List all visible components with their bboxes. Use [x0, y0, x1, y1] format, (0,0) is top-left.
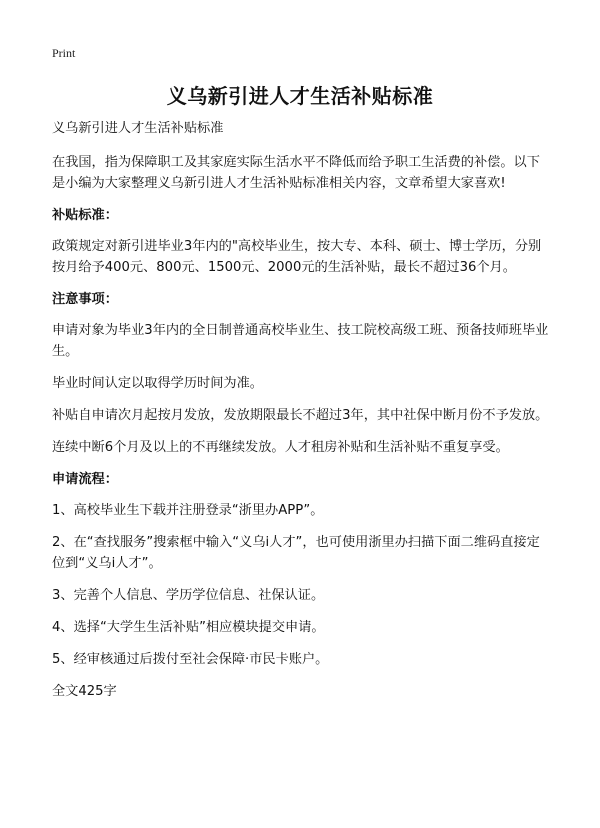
article-body — [52, 118, 552, 713]
paragraph: 毕业时间认定以取得学历时间为准。 — [52, 376, 263, 391]
list-item: 5、经审核通过后拨付至社会保障·市民卡账户。 — [52, 652, 329, 667]
list-item: 2、在“查找服务”搜索框中输入“义乌i人才”，也可使用浙里办扫描下面二维码直接定位到“义乌i人才”。 — [52, 535, 540, 571]
list-item: 4、选择“大学生生活补贴”相应模块提交申请。 — [52, 620, 325, 635]
intro-paragraph: 在我国，指为保障职工及其家庭实际生活水平不降低而给予职工生活费的补偿。以下是小编为大家整理义乌新引进人才生活补贴标准相关内容，文章希望大家喜欢! — [52, 155, 540, 191]
paragraph: 政策规定对新引进毕业3年内的"高校毕业生，按大专、本科、硕士、博士学历，分别按月给予400元、800元、1500元、2000元的生活补贴，最长不超过36个月。 — [52, 239, 542, 275]
paragraph: 连续中断6个月及以上的不再继续发放。人才租房补贴和生活补贴不重复享受。 — [52, 440, 509, 455]
section-heading-subsidy-standard: 补贴标准： — [52, 208, 118, 223]
section-heading-application-process: 申请流程： — [52, 472, 118, 487]
page-title: 义乌新引进人才生活补贴标准 — [166, 84, 434, 108]
paragraph: 申请对象为毕业3年内的全日制普通高校毕业生、技工院校高级工班、预备技师班毕业生。 — [52, 323, 549, 359]
list-item: 1、高校毕业生下载并注册登录“浙里办APP”。 — [52, 503, 324, 518]
print-label: Print — [52, 46, 76, 60]
paragraph: 补贴自申请次月起按月发放，发放期限最长不超过3年，其中社保中断月份不予发放。 — [52, 408, 549, 423]
list-item: 3、完善个人信息、学历学位信息、社保认证。 — [52, 588, 325, 603]
section-heading-notes: 注意事项： — [52, 292, 118, 307]
word-count: 全文425字 — [52, 684, 117, 699]
article-subtitle: 义乌新引进人才生活补贴标准 — [52, 121, 224, 136]
